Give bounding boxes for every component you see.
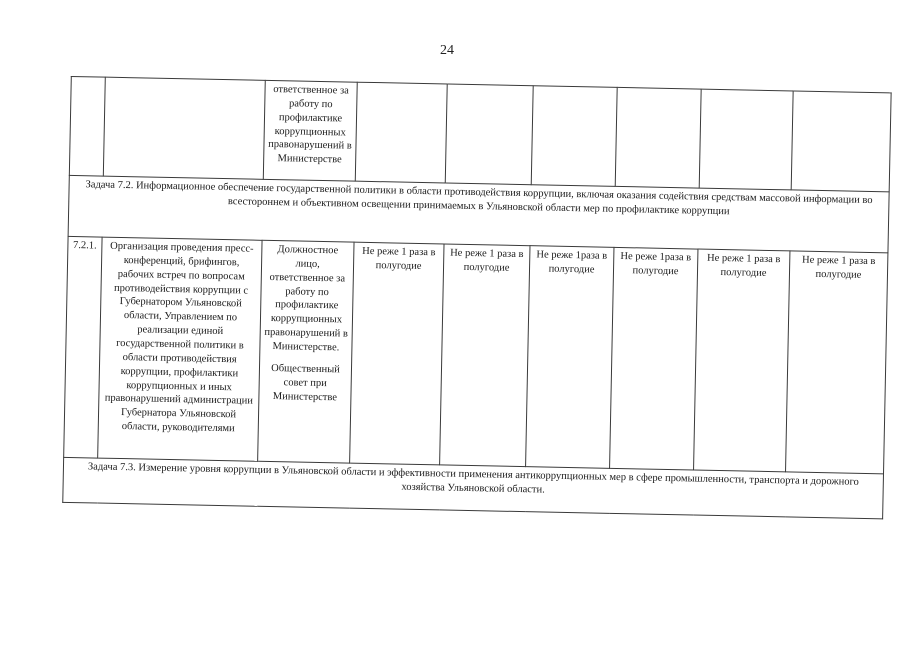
activity-cell: Организация проведения пресс-конференций, брифингов, рабочих встреч по вопросам противодействия коррупции с Губернатором Ульяновской области, Управлением по реализации единой государственной политики в области противодействия коррупции, профилактики коррупционных и иных правонарушений администрации Губернатора Ульяновской области, руководителями xyxy=(98,237,262,461)
task-7-3-heading: Задача 7.3. Измерение уровня коррупции в Ульяновской области и эффективности применения антикоррупционных мер в сфере промышленности, транспорта и дорожного хозяйства Ульяновской области. xyxy=(63,457,884,518)
empty-cell xyxy=(531,86,617,187)
empty-cell xyxy=(791,91,891,192)
period-cell: Не реже 1раза в полугодие xyxy=(526,246,614,469)
period-cell: Не реже 1 раза в полугодие xyxy=(350,242,444,465)
period-cell: Не реже 1раза в полугодие xyxy=(610,247,698,470)
table-row xyxy=(69,76,891,191)
spacer xyxy=(263,354,348,364)
measures-table xyxy=(62,76,891,519)
table-row-7-2-1 xyxy=(64,236,888,473)
empty-cell xyxy=(355,82,447,183)
responsible-cell: ответственное за работу по профилактике коррупционных правонарушений в Министерстве xyxy=(263,80,357,181)
responsible-cell xyxy=(258,240,354,463)
empty-cell xyxy=(69,76,105,176)
period-cell: Не реже 1 раза в полугодие xyxy=(440,244,530,467)
page-number: 24 xyxy=(440,43,454,58)
row-number: 7.2.1. xyxy=(64,236,102,458)
responsible-council: Общественный совет при Министерстве xyxy=(271,362,340,403)
empty-cell xyxy=(445,84,533,185)
empty-cell xyxy=(699,89,793,190)
responsible-official: Должностное лицо, ответственное за работу по профилактике коррупционных правонарушений в Министерстве. xyxy=(264,244,349,354)
task-7-2-heading: Задача 7.2. Информационное обеспечение государственной политики в области противодействия коррупции, включая оказания содействия средствам массовой информации во всестороннем и объективном освещении принимаемых в Ульяновской области мер по профилактике коррупции xyxy=(68,175,889,252)
period-cell: Не реже 1 раза в полугодие xyxy=(786,251,888,474)
empty-cell xyxy=(103,77,265,179)
period-cell: Не реже 1 раза в полугодие xyxy=(694,249,790,472)
empty-cell xyxy=(615,87,701,188)
